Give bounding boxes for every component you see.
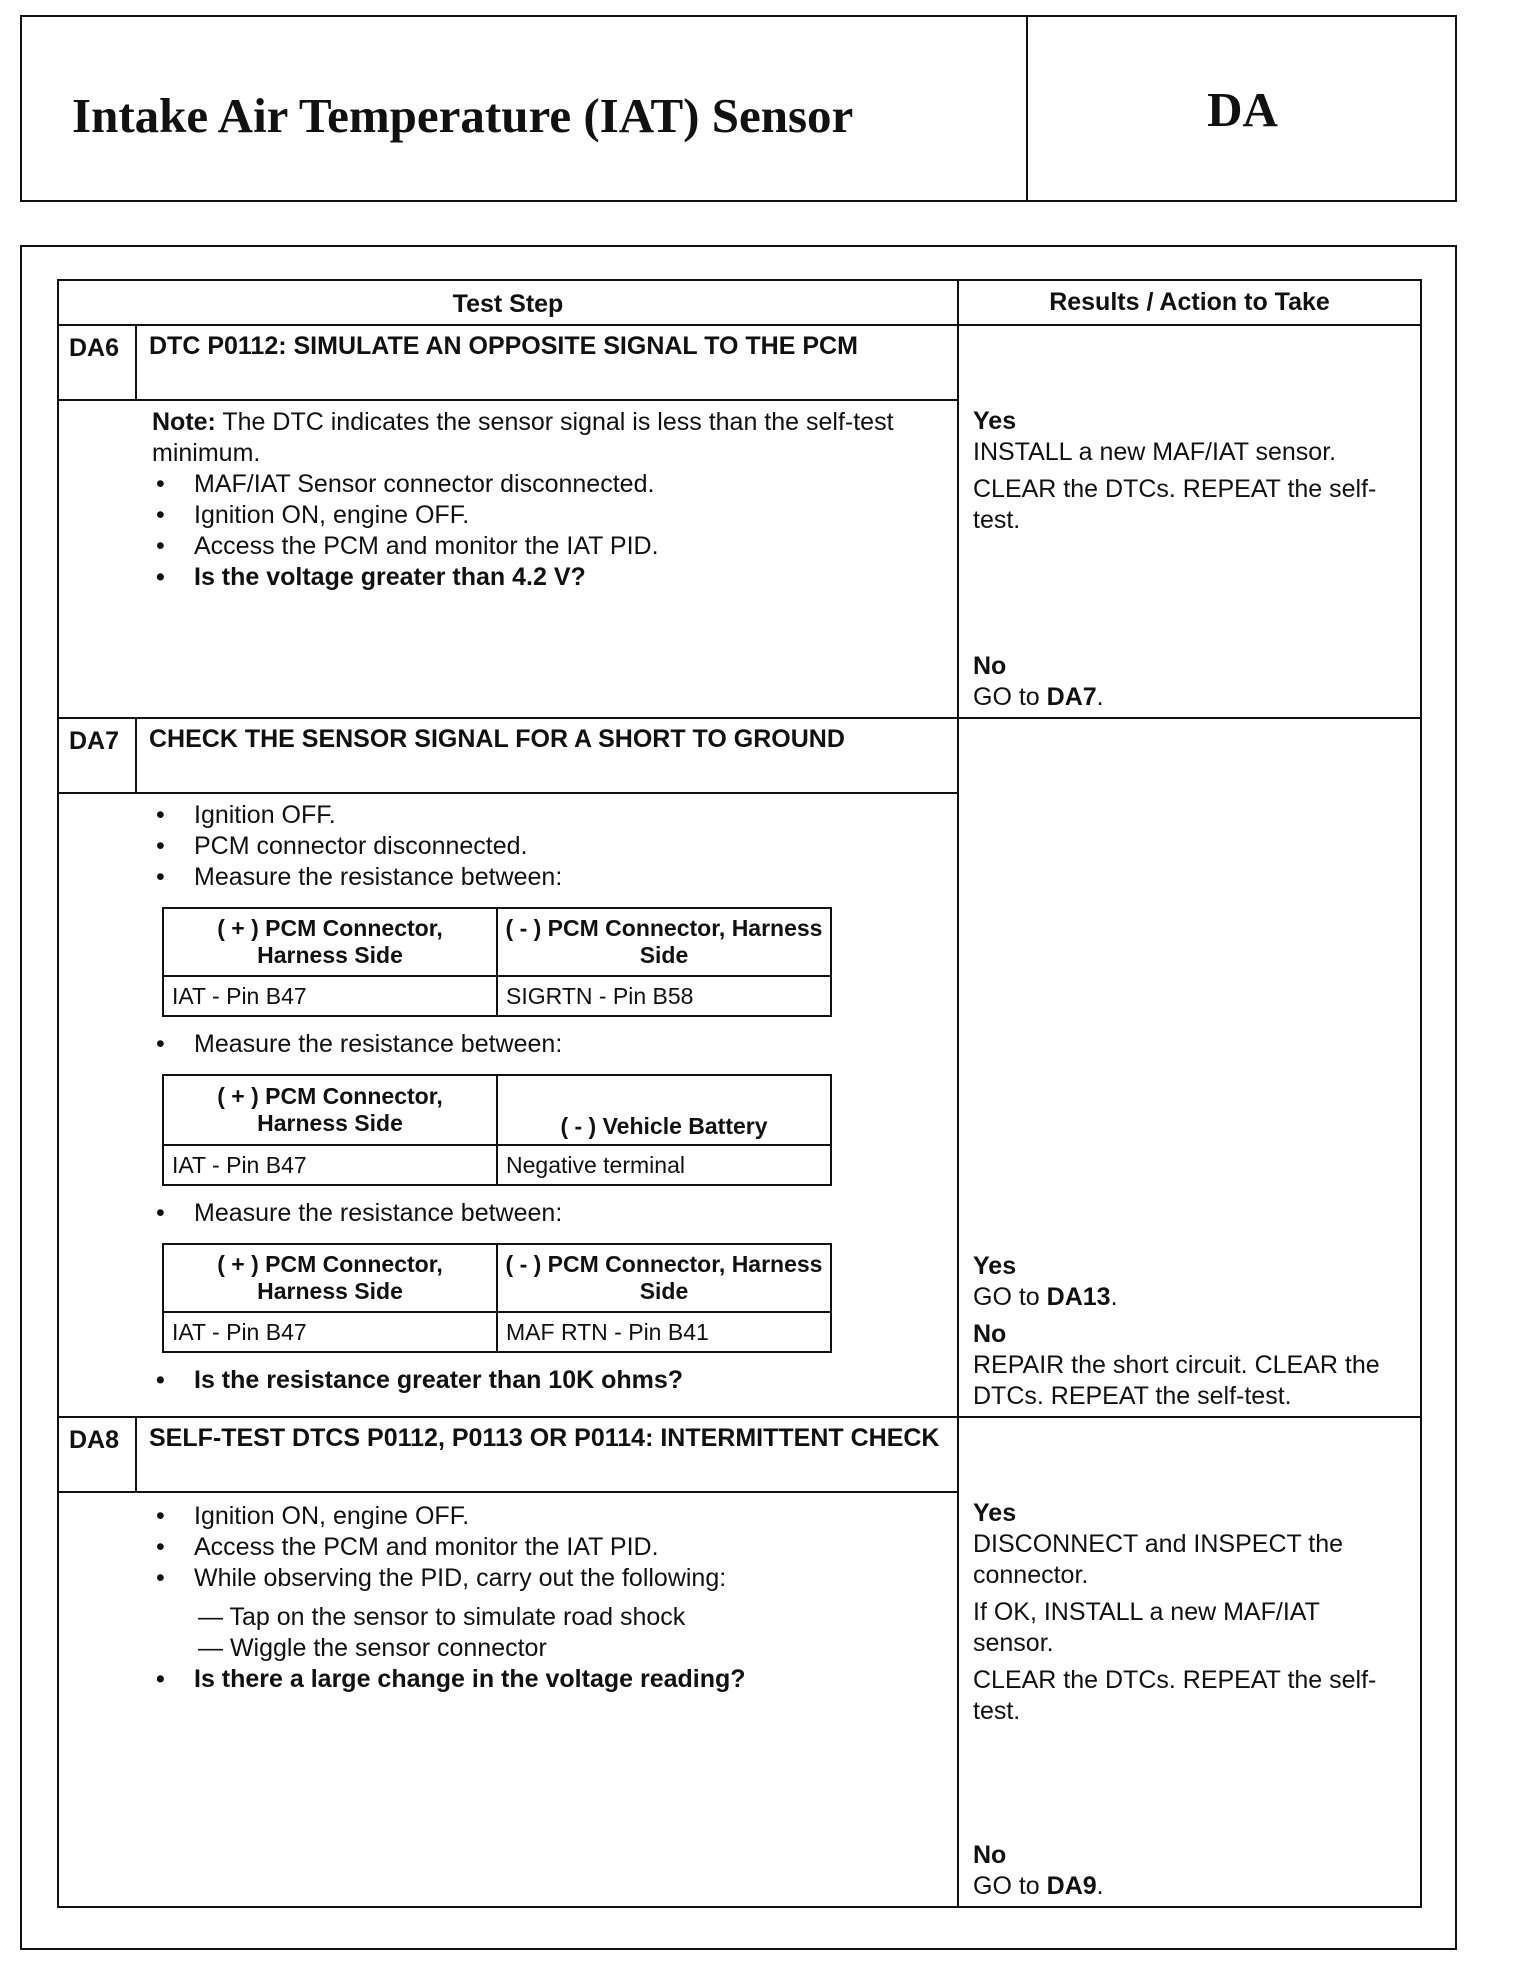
yes-line: CLEAR the DTCs. REPEAT the self-test. (973, 1666, 1377, 1725)
pin-table-header: ( - ) Vehicle Battery (497, 1075, 831, 1145)
diagnostic-table (57, 279, 1422, 1908)
step-head (59, 326, 957, 401)
step-title: CHECK THE SENSOR SIGNAL FOR A SHORT TO GROUND (149, 725, 845, 753)
yes-label: Yes (973, 1499, 1017, 1527)
bullet-list (152, 1664, 943, 1695)
no-line (973, 682, 1104, 713)
step-left (59, 719, 959, 1416)
question-item: • Is the resistance greater than 10K ohms? (152, 1365, 943, 1396)
no-label: No (973, 1841, 1007, 1869)
yes-line: CLEAR the DTCs. REPEAT the self-test. (973, 475, 1377, 534)
no-label: No (973, 652, 1007, 680)
question-item: • Is there a large change in the voltage reading? (152, 1664, 943, 1695)
pin-table-cell: MAF RTN - Pin B41 (497, 1312, 831, 1352)
bullet-list (152, 800, 943, 893)
step-body (59, 1493, 957, 1705)
step-results (959, 326, 1420, 717)
question-item: • Is the voltage greater than 4.2 V? (152, 562, 943, 593)
page-title: Intake Air Temperature (IAT) Sensor (72, 88, 854, 143)
list-item: • While observing the PID, carry out the following: (152, 1563, 943, 1594)
pin-table-cell: IAT - Pin B47 (163, 1312, 497, 1352)
yes-line: DISCONNECT and INSPECT the connector. (973, 1530, 1344, 1589)
no-ref: DA7 (1046, 683, 1097, 711)
bullet-list (152, 469, 943, 593)
step-left (59, 326, 959, 717)
pin-table (162, 907, 832, 1017)
yes-line: If OK, INSTALL a new MAF/IAT sensor. (973, 1598, 1320, 1657)
pin-table-cell: IAT - Pin B47 (163, 976, 497, 1016)
pin-table-header: ( + ) PCM Connector, Harness Side (163, 1244, 497, 1312)
content-frame (20, 245, 1457, 1950)
step-head (59, 719, 957, 794)
header-box (20, 15, 1457, 202)
no-prefix: GO to (973, 1872, 1047, 1900)
step-da7 (59, 719, 1420, 1418)
list-item: • MAF/IAT Sensor connector disconnected. (152, 469, 943, 500)
pin-table-header: ( - ) PCM Connector, Harness Side (497, 1244, 831, 1312)
list-item: • Ignition ON, engine OFF. (152, 500, 943, 531)
step-da6 (59, 326, 1420, 719)
yes-line (973, 1282, 1406, 1313)
yes-ref: DA13 (1046, 1283, 1111, 1311)
step-head (59, 1418, 957, 1493)
yes-label: Yes (973, 1252, 1017, 1280)
list-item: • Measure the resistance between: (152, 1029, 943, 1060)
step-da8 (59, 1418, 1420, 1906)
no-suffix: . (1096, 683, 1104, 711)
list-item: • Measure the resistance between: (152, 1198, 943, 1229)
step-body (59, 794, 957, 1406)
list-item: • Access the PCM and monitor the IAT PID. (152, 531, 943, 562)
step-title: SELF-TEST DTCS P0112, P0113 OR P0114: INTERMITTENT CHECK (149, 1424, 940, 1452)
step-left (59, 1418, 959, 1906)
yes-line: INSTALL a new MAF/IAT sensor. (973, 438, 1337, 466)
col-header-results: Results / Action to Take (1049, 288, 1330, 316)
step-body (59, 401, 957, 603)
section-code: DA (1207, 82, 1278, 137)
step-id: DA7 (59, 719, 137, 792)
bullet-list (152, 1029, 943, 1060)
note-label: Note: (152, 408, 216, 436)
list-item: • PCM connector disconnected. (152, 831, 943, 862)
bullet-list (152, 1501, 943, 1594)
dash-item: — Tap on the sensor to simulate road shock (152, 1602, 943, 1633)
step-results (959, 719, 1420, 1416)
list-item: • Ignition ON, engine OFF. (152, 1501, 943, 1532)
dash-item: — Wiggle the sensor connector (152, 1633, 943, 1664)
note-text: The DTC indicates the sensor signal is less than the self-test minimum. (152, 408, 894, 467)
table-header-row (59, 281, 1420, 326)
step-id: DA6 (59, 326, 137, 399)
pin-table (162, 1074, 832, 1186)
no-label: No (973, 1320, 1007, 1348)
pin-table-cell: IAT - Pin B47 (163, 1145, 497, 1185)
yes-prefix: GO to (973, 1283, 1047, 1311)
pin-table-cell: Negative terminal (497, 1145, 831, 1185)
yes-suffix: . (1110, 1283, 1118, 1311)
pin-table-cell: SIGRTN - Pin B58 (497, 976, 831, 1016)
no-line: REPAIR the short circuit. CLEAR the DTCs. REPEAT the self-test. (973, 1351, 1380, 1410)
no-prefix: GO to (973, 683, 1047, 711)
pin-table (162, 1243, 832, 1353)
pin-table-header: ( + ) PCM Connector, Harness Side (163, 1075, 497, 1145)
list-item: • Ignition OFF. (152, 800, 943, 831)
bullet-list (152, 1365, 943, 1396)
bullet-list (152, 1198, 943, 1229)
pin-table-header: ( + ) PCM Connector, Harness Side (163, 908, 497, 976)
list-item: • Measure the resistance between: (152, 862, 943, 893)
no-ref: DA9 (1046, 1872, 1097, 1900)
step-title: DTC P0112: SIMULATE AN OPPOSITE SIGNAL TO THE PCM (149, 332, 858, 360)
step-results (959, 1418, 1420, 1906)
list-item: • Access the PCM and monitor the IAT PID. (152, 1532, 943, 1563)
no-line (973, 1871, 1104, 1902)
step-id: DA8 (59, 1418, 137, 1491)
pin-table-header: ( - ) PCM Connector, Harness Side (497, 908, 831, 976)
note (152, 407, 943, 469)
col-header-test-step: Test Step (59, 281, 959, 324)
yes-label: Yes (973, 407, 1017, 435)
no-suffix: . (1096, 1872, 1104, 1900)
